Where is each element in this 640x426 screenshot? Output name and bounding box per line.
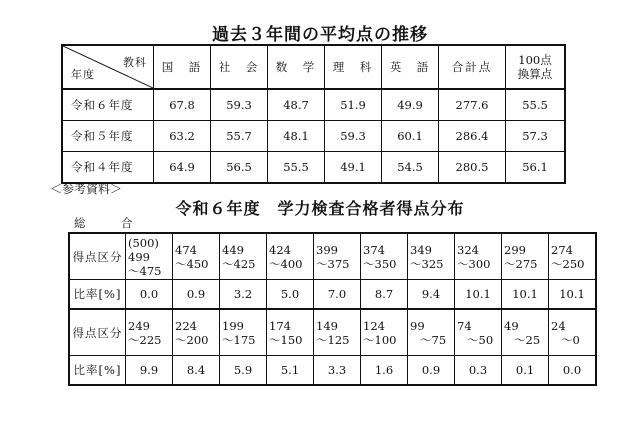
band-cell	[314, 233, 361, 280]
distribution-title: 令和６年度 学力検査合格者得点分布	[175, 199, 465, 218]
ratio-cell: 0.0	[126, 280, 173, 310]
table-header-row	[62, 45, 565, 89]
corner-subject-label: 教科	[123, 56, 147, 69]
header-subject: 社 会	[211, 45, 268, 89]
ratio-cell: 10.1	[502, 280, 549, 310]
header-total: 合計点	[439, 45, 506, 89]
band-cell	[220, 309, 267, 356]
ratio-cell: 9.9	[126, 356, 173, 386]
band-cell	[408, 309, 455, 356]
ratio-cell: 10.1	[455, 280, 502, 310]
ratio-cell: 0.0	[549, 356, 597, 386]
total-cell: 286.4	[439, 121, 506, 152]
header-converted	[506, 45, 566, 89]
reference-label: ＜参考資料＞	[50, 182, 123, 196]
band-cell	[126, 309, 173, 356]
band-top: 299	[504, 242, 526, 257]
ratio-cell: 0.3	[455, 356, 502, 386]
band-label: 得点区分	[69, 233, 126, 280]
converted-cell: 55.5	[506, 89, 566, 121]
score-cell: 54.5	[382, 152, 439, 184]
band-top: 324	[457, 242, 479, 257]
band-cell	[173, 309, 220, 356]
band-top: 174	[269, 318, 291, 333]
band-top: 49	[504, 318, 519, 333]
ratio-cell: 8.4	[173, 356, 220, 386]
band-cell	[502, 309, 549, 356]
table-row	[62, 121, 565, 152]
band-cell	[549, 309, 597, 356]
ratio-row	[69, 280, 596, 310]
table-row	[62, 89, 565, 121]
corner-cell	[62, 45, 154, 89]
ratio-cell: 3.2	[220, 280, 267, 310]
score-cell: 67.8	[154, 89, 211, 121]
band-top: 349	[410, 242, 432, 257]
score-distribution-table	[68, 232, 597, 386]
band-top: 499	[128, 249, 150, 264]
band-bottom: ～75	[420, 332, 447, 347]
ratio-cell: 0.1	[502, 356, 549, 386]
band-bottom: ～475	[128, 263, 162, 278]
band-row	[69, 309, 596, 356]
band-top: 399	[316, 242, 338, 257]
score-cell: 59.3	[211, 89, 268, 121]
band-top: 99	[410, 318, 425, 333]
band-bottom: ～100	[363, 332, 397, 347]
average-score-table	[61, 44, 566, 184]
header-converted-line2: 換算点	[517, 67, 553, 81]
score-cell: 55.5	[268, 152, 325, 184]
score-cell: 56.5	[211, 152, 268, 184]
ratio-cell: 8.7	[361, 280, 408, 310]
ratio-cell: 5.9	[220, 356, 267, 386]
band-top: 74	[457, 318, 472, 333]
year-label: 令和４年度	[62, 152, 154, 184]
header-subject: 英 語	[382, 45, 439, 89]
average-score-title: 過去３年間の平均点の推移	[212, 25, 428, 45]
band-top: 224	[175, 318, 197, 333]
distribution-subtitle: 総 合	[74, 216, 145, 230]
ratio-cell: 1.6	[361, 356, 408, 386]
header-converted-line1: 100点	[518, 53, 552, 67]
band-cell	[173, 233, 220, 280]
band-bottom: ～200	[175, 332, 209, 347]
band-cell	[126, 233, 173, 280]
band-bottom: ～375	[316, 256, 350, 271]
band-bottom: ～225	[128, 332, 162, 347]
band-cell	[408, 233, 455, 280]
year-label: 令和６年度	[62, 89, 154, 121]
band-cell	[267, 309, 314, 356]
band-cell	[267, 233, 314, 280]
band-bottom: ～425	[222, 256, 256, 271]
ratio-cell: 5.0	[267, 280, 314, 310]
band-cell	[455, 309, 502, 356]
band-top: 374	[363, 242, 385, 257]
header-subject: 国 語	[154, 45, 211, 89]
ratio-cell: 3.3	[314, 356, 361, 386]
converted-cell: 57.3	[506, 121, 566, 152]
score-cell: 63.2	[154, 121, 211, 152]
band-cell	[549, 233, 597, 280]
max-score-note: (500)	[128, 235, 159, 250]
band-top: 449	[222, 242, 244, 257]
score-cell: 60.1	[382, 121, 439, 152]
band-bottom: ～0	[561, 332, 580, 347]
band-bottom: ～450	[175, 256, 209, 271]
band-bottom: ～400	[269, 256, 303, 271]
score-cell: 59.3	[325, 121, 382, 152]
band-bottom: ～175	[222, 332, 256, 347]
band-top: 249	[128, 318, 150, 333]
band-top: 424	[269, 242, 291, 257]
band-bottom: ～250	[551, 256, 585, 271]
corner-year-label: 年度	[71, 68, 95, 81]
year-label: 令和５年度	[62, 121, 154, 152]
ratio-cell: 9.4	[408, 280, 455, 310]
band-row	[69, 233, 596, 280]
band-top: 124	[363, 318, 385, 333]
ratio-cell: 10.1	[549, 280, 597, 310]
score-cell: 49.1	[325, 152, 382, 184]
score-cell: 55.7	[211, 121, 268, 152]
converted-cell: 56.1	[506, 152, 566, 184]
band-bottom: ～25	[514, 332, 541, 347]
header-subject: 理 科	[325, 45, 382, 89]
score-cell: 51.9	[325, 89, 382, 121]
band-top: 24	[551, 318, 566, 333]
ratio-label: 比率[%]	[69, 280, 126, 310]
band-bottom: ～150	[269, 332, 303, 347]
band-cell	[455, 233, 502, 280]
band-bottom: ～300	[457, 256, 491, 271]
ratio-label: 比率[%]	[69, 356, 126, 386]
band-top: 474	[175, 242, 197, 257]
band-cell	[361, 309, 408, 356]
band-cell	[314, 309, 361, 356]
band-bottom: ～50	[467, 332, 494, 347]
band-bottom: ～350	[363, 256, 397, 271]
table-row	[62, 152, 565, 184]
score-cell: 48.1	[268, 121, 325, 152]
band-top: 274	[551, 242, 573, 257]
header-subject: 数 学	[268, 45, 325, 89]
score-cell: 48.7	[268, 89, 325, 121]
total-cell: 280.5	[439, 152, 506, 184]
band-bottom: ～325	[410, 256, 444, 271]
ratio-cell: 7.0	[314, 280, 361, 310]
score-cell: 49.9	[382, 89, 439, 121]
ratio-cell: 0.9	[408, 356, 455, 386]
band-top: 199	[222, 318, 244, 333]
band-bottom: ～125	[316, 332, 350, 347]
total-cell: 277.6	[439, 89, 506, 121]
band-top: 149	[316, 318, 338, 333]
band-cell	[361, 233, 408, 280]
band-label: 得点区分	[69, 309, 126, 356]
ratio-cell: 5.1	[267, 356, 314, 386]
band-cell	[220, 233, 267, 280]
score-cell: 64.9	[154, 152, 211, 184]
ratio-cell: 0.9	[173, 280, 220, 310]
ratio-row	[69, 356, 596, 386]
band-cell	[502, 233, 549, 280]
band-bottom: ～275	[504, 256, 538, 271]
